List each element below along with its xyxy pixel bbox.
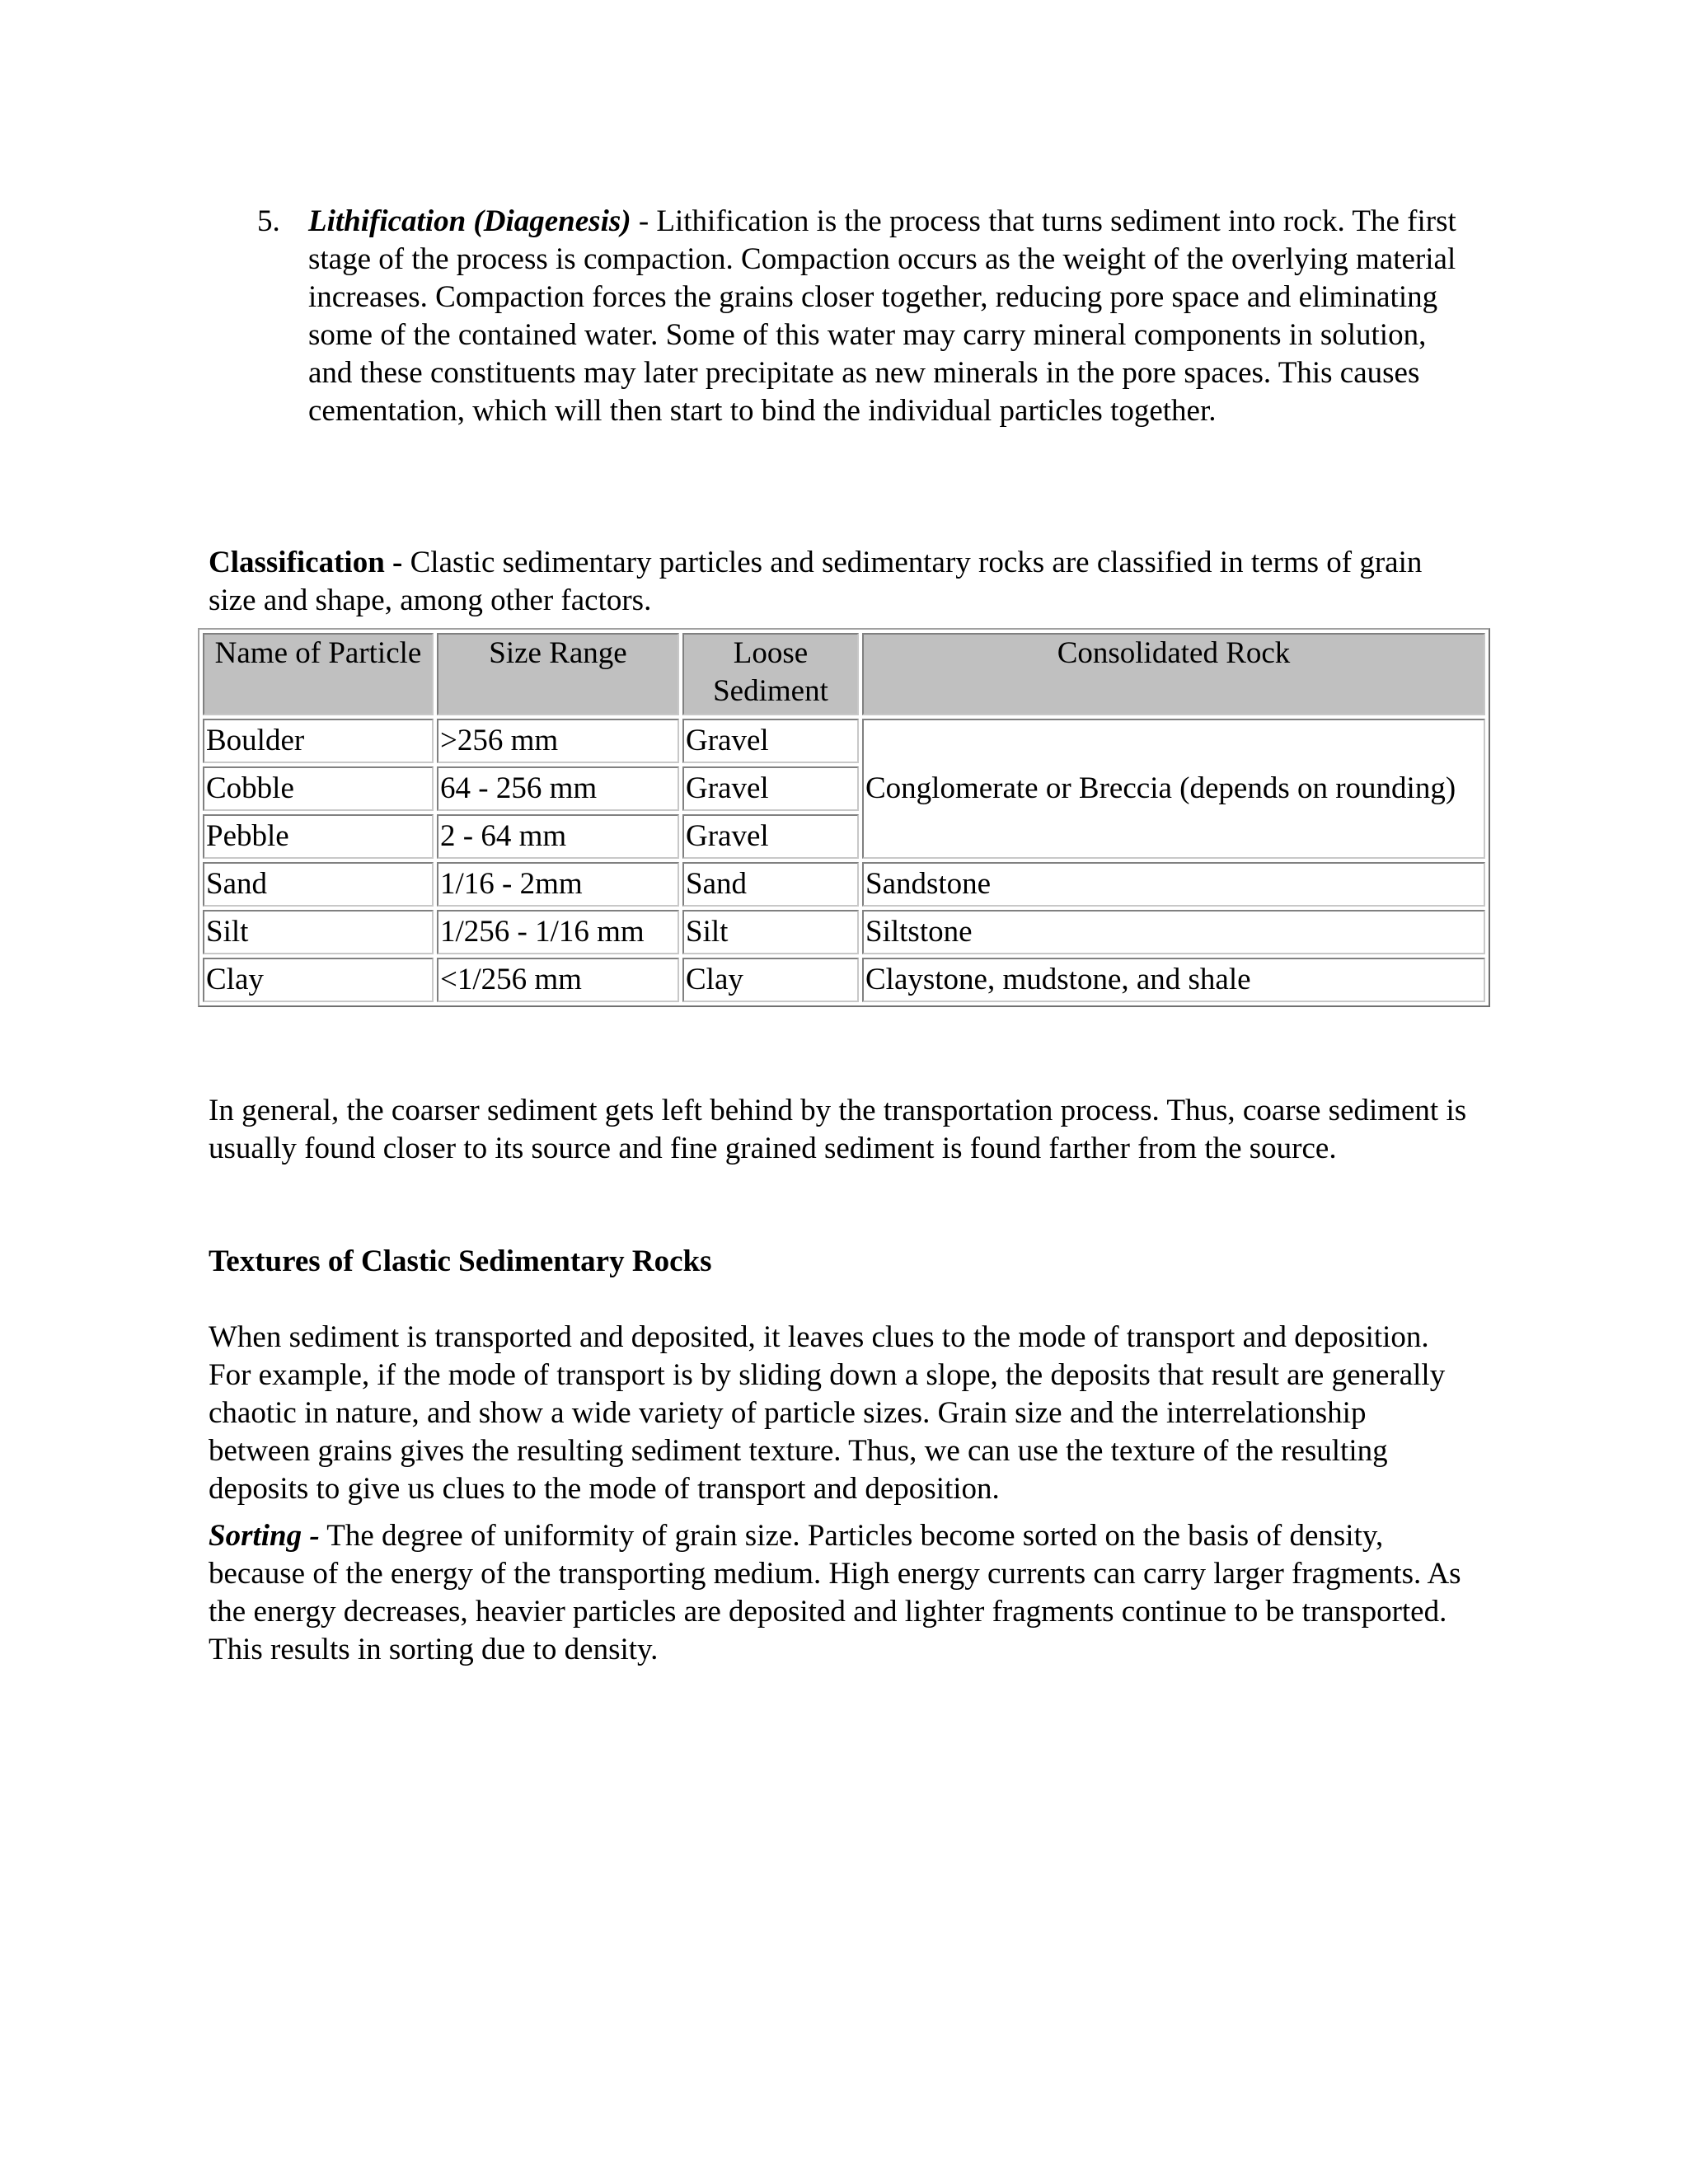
- list-item-lithification: [257, 203, 1461, 430]
- cell-loose-sediment: Gravel: [682, 814, 859, 859]
- cell-loose-sediment: Silt: [682, 910, 859, 954]
- term-sorting: Sorting -: [209, 1519, 320, 1553]
- grain-size-table: [198, 628, 1490, 1007]
- cell-loose-sediment: Gravel: [682, 766, 859, 811]
- cell-loose-sediment: Gravel: [682, 719, 859, 763]
- table-row: [203, 958, 1485, 1002]
- sorting-text: The degree of uniformity of grain size. Particles become sorted on the basis of density, because of the energy of the transporting medium. High energy currents can carry larger fragments. As the energy decreases, heavier particles are deposited and lighter fragments continue to be transported. This results in sorting due to density.: [209, 1519, 1461, 1666]
- cell-consolidated-rock-gravel: Conglomerate or Breccia (depends on rounding): [862, 719, 1485, 859]
- cell-consolidated-rock: Sandstone: [862, 862, 1485, 907]
- lithification-text: - Lithification is the process that turns sediment into rock. The first stage of the process is compaction. Compaction occurs as the weight of the overlying material increases. Compaction forces the grains closer together, reducing pore space and eliminating some of the contained water. Some of this water may carry mineral components in solution, and these constituents may later precipitate as new minerals in the pore spaces. This causes cementation, which will then start to bind the individual particles together.: [308, 204, 1456, 428]
- term-lithification: Lithification (Diagenesis): [308, 204, 631, 238]
- cell-size-range: <1/256 mm: [437, 958, 679, 1002]
- list-number: 5.: [257, 204, 280, 238]
- header-loose-sediment: Loose Sediment: [682, 633, 859, 715]
- cell-particle-name: Cobble: [203, 766, 434, 811]
- cell-loose-sediment: Clay: [682, 958, 859, 1002]
- cell-size-range: 2 - 64 mm: [437, 814, 679, 859]
- cell-size-range: 64 - 256 mm: [437, 766, 679, 811]
- list-item-body: [308, 203, 1462, 430]
- table-row: [203, 910, 1485, 954]
- classification-paragraph: [209, 544, 1470, 620]
- table-header-row: [203, 633, 1485, 715]
- cell-particle-name: Sand: [203, 862, 434, 907]
- table-row: [203, 862, 1485, 907]
- cell-consolidated-rock: Siltstone: [862, 910, 1485, 954]
- grain-size-table-wrapper: [198, 628, 1490, 1007]
- cell-consolidated-rock: Claystone, mudstone, and shale: [862, 958, 1485, 1002]
- cell-particle-name: Boulder: [203, 719, 434, 763]
- general-paragraph: In general, the coarser sediment gets left behind by the transportation process. Thus, coarse sediment is usually found closer to its source and fine grained sediment is found farther from the source.: [209, 1094, 1467, 1165]
- classification-text: Clastic sedimentary particles and sedimentary rocks are classified in terms of grain size and shape, among other factors.: [209, 546, 1423, 617]
- transport-paragraph: When sediment is transported and deposited, it leaves clues to the mode of transport and deposition. For example, if the mode of transport is by sliding down a slope, the deposits that result are generally chaotic in nature, and show a wide variety of particle sizes. Grain size and the interrelationship between grains gives the resulting sediment texture. Thus, we can use the texture of the resulting deposits to give us clues to the mode of transport and deposition.: [209, 1320, 1446, 1506]
- cell-particle-name: Silt: [203, 910, 434, 954]
- cell-size-range: 1/256 - 1/16 mm: [437, 910, 679, 954]
- cell-particle-name: Clay: [203, 958, 434, 1002]
- header-consolidated-rock: Consolidated Rock: [862, 633, 1485, 715]
- textures-heading: Textures of Clastic Sedimentary Rocks: [209, 1244, 712, 1278]
- header-name-of-particle: Name of Particle: [203, 633, 434, 715]
- table-row: [203, 719, 1485, 763]
- cell-loose-sediment: Sand: [682, 862, 859, 907]
- cell-size-range: >256 mm: [437, 719, 679, 763]
- cell-particle-name: Pebble: [203, 814, 434, 859]
- cell-size-range: 1/16 - 2mm: [437, 862, 679, 907]
- header-size-range: Size Range: [437, 633, 679, 715]
- sorting-paragraph: [209, 1517, 1470, 1669]
- classification-label: Classification -: [209, 546, 403, 579]
